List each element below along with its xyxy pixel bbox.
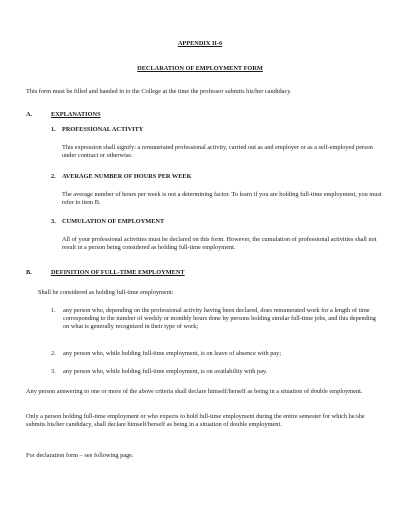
- item-a3-number: 3.: [51, 218, 56, 225]
- item-a2-text: The average number of hours per week is not a determining factor. To learn if you are holding full-time employment, you must refer to item B.: [62, 191, 382, 207]
- item-b3-text: any person who, while holding full-time employment, is on availability with pay.: [63, 368, 268, 375]
- closing-paragraph-1: Any person answering to one or more of the above criteria shall declare himself/herself as being in a situation of double employment.: [26, 388, 363, 395]
- item-a3-text: All of your professional activities must be declared on this form. However, the cumulation of professional activities shall not result in a person being considered as holding full-time employment.: [62, 236, 377, 252]
- item-a1-number: 1.: [51, 126, 56, 133]
- item-a2-heading: AVERAGE NUMBER OF HOURS PER WEEK: [62, 173, 192, 180]
- closing-paragraph-2: Only a person holding full-time employment or who expects to hold full-time employment during the entire semester for which he/she submits his/her candidacy, shall declare himself/herself as being in a situation of double employment.: [26, 413, 365, 429]
- page-title: DECLARATION OF EMPLOYMENT FORM: [137, 65, 263, 72]
- section-a-letter: A.: [26, 111, 33, 118]
- section-b-letter: B.: [26, 269, 32, 276]
- item-a3-heading: CUMULATION OF EMPLOYMENT: [62, 218, 165, 225]
- section-a-heading: EXPLANATIONS: [51, 111, 101, 118]
- item-a1-heading: PROFESSIONAL ACTIVITY: [62, 126, 144, 133]
- appendix-label: APPENDIX II-6: [177, 40, 223, 47]
- intro-paragraph: This form must be filled and handed in to the College at the time the professor submits his/her candidacy.: [26, 88, 292, 95]
- item-a2-number: 2.: [51, 173, 56, 180]
- section-b-lead: Shall be considered as holding full-time employment:: [38, 289, 174, 296]
- footer-note: For declaration form – see following page.: [26, 452, 134, 459]
- item-b3-number: 3.: [51, 368, 56, 375]
- item-b2-number: 2.: [51, 350, 56, 357]
- item-b2-text: any person who, while holding full-time employment, is on leave of absence with pay;: [63, 350, 282, 357]
- item-a1-text: This expression shall signify: a remunerated professional activity, carried out as and employer or as a self-employed person under contract or otherwise.: [62, 144, 373, 160]
- item-b1-number: 1.: [51, 307, 56, 314]
- section-b-heading: DEFINITION OF FULL-TIME EMPLOYMENT: [51, 269, 185, 276]
- item-b1-text: any person who, depending on the professional activity having been declared, does remunerated work for a length of time corresponding to the number of weekly or monthly hours done by persons holding similar full-time jobs, and this depending on what is generally recognized in their type of work;: [63, 307, 376, 331]
